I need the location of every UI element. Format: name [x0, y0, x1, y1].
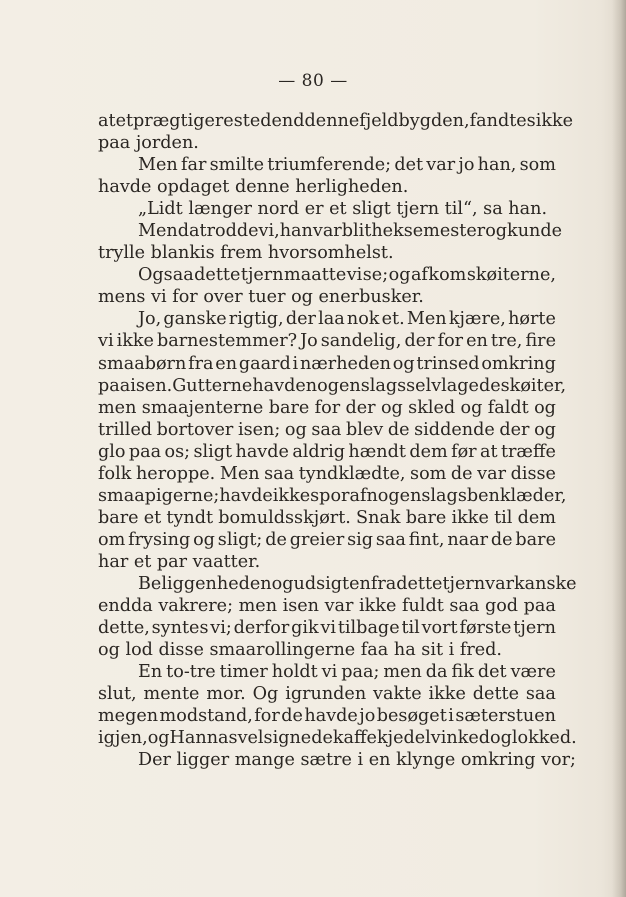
text-line: Men far smilte triumferende; det var jo han, som [138, 155, 556, 176]
text-line: endda vakrere; men isen var ikke fuldt saa god paa [98, 596, 556, 617]
text-line: har et par vaatter. [98, 551, 261, 572]
text-line: Der ligger mange sætre i en klynge omkring vor; [138, 750, 576, 771]
text-line: folk heroppe. Men saa tyndklædte, som de var disse [98, 463, 556, 484]
text-line: havde opdaget denne herligheden. [98, 177, 409, 198]
text-line: Men da trodde vi, han var blit heksemester og kunde [138, 221, 563, 242]
text-line: og lod disse smaarollingerne faa ha sit i fred. [98, 640, 503, 661]
text-line: paa isen. Gutterne havde nogen slags selvlagede skøiter, [98, 375, 567, 396]
text-line: bare et tyndt bomuldsskjørt. Snak bare ikke til dem [98, 507, 556, 528]
page-number: — 80 — [278, 71, 348, 91]
page-edge-shadow [612, 0, 626, 897]
text-line: trilled bortover isen; og saa blev de siddende der og [98, 419, 556, 440]
text-line: trylle blankis frem hvorsomhelst. [98, 243, 394, 264]
text-line: igjen, og Hannas velsignede kaffekjedel vinked og lokked. [98, 728, 577, 749]
text-line: Jo, ganske rigtig, der laa nok et. Men kjære, hørte [138, 309, 556, 330]
text-line: slut, mente mor. Og igrunden vakte ikke dette saa [98, 684, 556, 705]
text-line: smaapigerne; havde ikke spor af nogen slags benklæder, [98, 485, 567, 506]
text-line: Ogsaa dette tjern maatte vi se; og af kom skøiterne, [138, 265, 556, 286]
text-line: paa jorden. [98, 133, 199, 154]
text-line: En to-tre timer holdt vi paa; men da fik det være [138, 662, 556, 683]
text-line: megen modstand, for de havde jo besøget i sæterstuen [98, 706, 556, 727]
text-line: at et prægtigere sted end denne fjeldbygden, fandtes ikke [98, 111, 574, 131]
text-line: om frysing og sligt; de greier sig saa fint, naar de bare [98, 529, 556, 550]
text-line: Beliggenheden og udsigten fra dette tjern var kanske [138, 573, 577, 594]
body-text [98, 110, 577, 771]
text-line: mens vi for over tuer og enerbusker. [98, 287, 424, 308]
text-line: vi ikke barnestemmer? Jo sandelig, der for en tre, fire [98, 331, 556, 352]
text-line: smaabørn fra en gaard i nærheden og trinsed omkring [98, 353, 556, 374]
text-line: „Lidt længer nord er et sligt tjern til“, sa han. [138, 199, 548, 220]
text-line: glo paa os; sligt havde aldrig hændt dem før at træffe [98, 441, 556, 462]
text-line: dette, syntes vi; derfor gik vi tilbage til vort første tjern [98, 618, 556, 639]
text-line: men smaajenterne bare for der og skled og faldt og [98, 397, 556, 418]
